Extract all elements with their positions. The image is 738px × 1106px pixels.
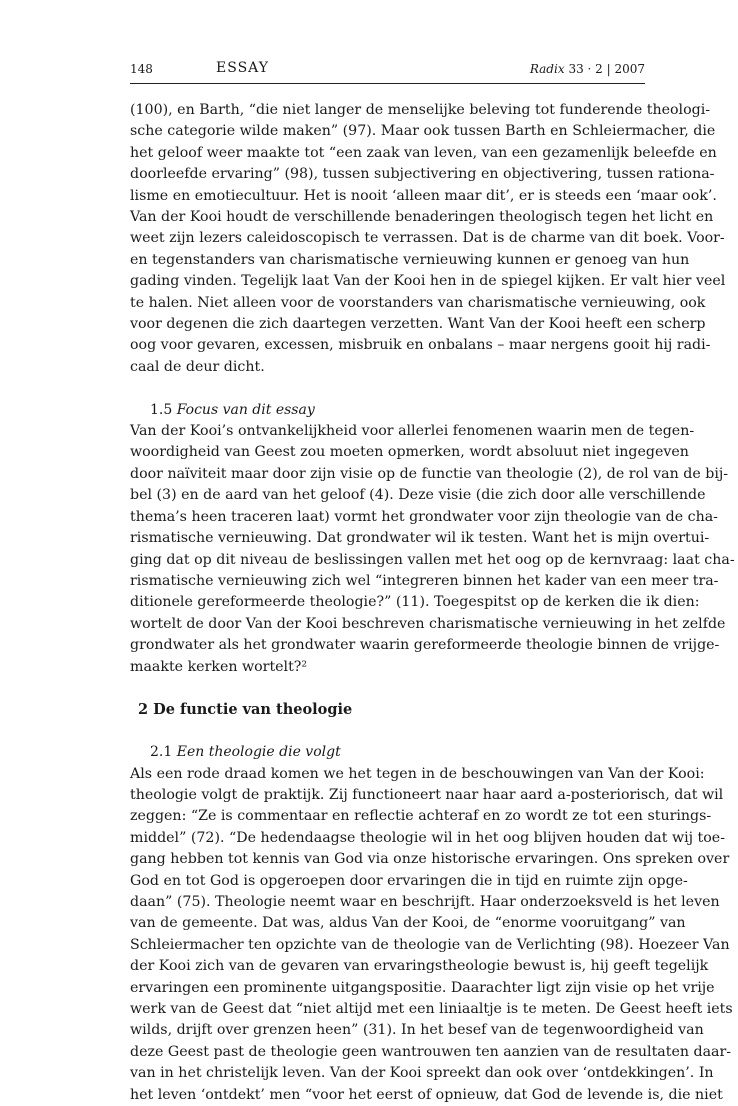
text-line: van in het christelijk leven. Van der Kooi spreekt dan ook over ‘ontdekkingen’. In bbox=[130, 1063, 645, 1084]
paragraph-focus bbox=[130, 421, 645, 678]
text-line: doorleefde ervaring” (98), tussen subjectivering en objectivering, tussen rationa- bbox=[130, 164, 645, 185]
text-line: daan” (75). Theologie neemt waar en beschrijft. Haar onderzoeksveld is het leven bbox=[130, 892, 645, 913]
text-line: gang hebben tot kennis van God via onze historische ervaringen. Ons spreken over bbox=[130, 849, 645, 870]
section-heading-2-1 bbox=[130, 742, 645, 763]
text-line: ervaringen een prominente uitgangspositie. Daarachter ligt zijn visie op het vrije bbox=[130, 978, 645, 999]
text-line: deze Geest past de theologie geen wantrouwen ten aanzien van de resultaten daar- bbox=[130, 1042, 645, 1063]
text-line: te halen. Niet alleen voor de voorstanders van charismatische vernieuwing, ook bbox=[130, 293, 645, 314]
text-line: wilds, drijft over grenzen heen” (31). In het besef van de tegenwoordigheid van bbox=[130, 1020, 645, 1041]
section-number: 1.5 bbox=[150, 402, 172, 418]
text-line: lisme en emotiecultuur. Het is nooit ‘alleen maar dit’, er is steeds een ‘maar ook’. bbox=[130, 186, 645, 207]
text-line: Van der Kooi houdt de verschillende benaderingen theologisch tegen het licht en bbox=[130, 207, 645, 228]
text-line: God en tot God is opgeroepen door ervaringen die in tijd en ruimte zijn opge- bbox=[130, 871, 645, 892]
section-label: ESSAY bbox=[216, 60, 269, 76]
journal-issue: 33 · 2 | 2007 bbox=[568, 62, 645, 76]
text-line: maakte kerken wortelt?² bbox=[130, 657, 645, 678]
text-line: thema’s heen traceren laat) vormt het grondwater voor zijn theologie van de cha- bbox=[130, 507, 645, 528]
text-line: theologie volgt de praktijk. Zij functioneert naar haar aard a-posteriorisch, dat wil bbox=[130, 785, 645, 806]
text-line: bel (3) en de aard van het geloof (4). Deze visie (die zich door alle verschillende bbox=[130, 485, 645, 506]
text-line: en tegenstanders van charismatische vernieuwing kunnen er genoeg van hun bbox=[130, 250, 645, 271]
text-line: weet zijn lezers caleidoscopisch te verrassen. Dat is de charme van dit boek. Voor- bbox=[130, 228, 645, 249]
text-line: zeggen: “Ze is commentaar en reflectie achteraf en zo wordt ze tot een sturings- bbox=[130, 806, 645, 827]
text-line: caal de deur dicht. bbox=[130, 357, 645, 378]
journal-name: Radix bbox=[530, 62, 565, 76]
text-line: het leven ‘ontdekt’ men “voor het eerst of opnieuw, dat God de levende is, die niet bbox=[130, 1085, 645, 1106]
section-number: 2.1 bbox=[150, 744, 172, 760]
section-heading-1-5 bbox=[130, 400, 645, 421]
text-line: ditionele gereformeerde theologie?” (11). Toegespitst op de kerken die ik dien: bbox=[130, 592, 645, 613]
section-title: Focus van dit essay bbox=[177, 402, 315, 418]
header-rule bbox=[130, 83, 645, 84]
chapter-heading: 2 De functie van theologie bbox=[130, 699, 645, 720]
article-body bbox=[130, 100, 645, 1106]
text-line: Als een rode draad komen we het tegen in de beschouwingen van Van der Kooi: bbox=[130, 764, 645, 785]
text-line: rismatische vernieuwing zich wel “integreren binnen het kader van een meer tra- bbox=[130, 571, 645, 592]
section-title: Een theologie die volgt bbox=[177, 744, 341, 760]
text-line: grondwater als het grondwater waarin gereformeerde theologie binnen de vrijge- bbox=[130, 635, 645, 656]
text-line: der Kooi zich van de gevaren van ervaringstheologie bewust is, hij geeft tegelijk bbox=[130, 956, 645, 977]
text-line: van de gemeente. Dat was, aldus Van der Kooi, de “enorme vooruitgang” van bbox=[130, 913, 645, 934]
text-line: het geloof weer maakte tot “een zaak van leven, van een gezamenlijk beleefde en bbox=[130, 143, 645, 164]
text-line: voor degenen die zich daartegen verzetten. Want Van der Kooi heeft een scherp bbox=[130, 314, 645, 335]
text-line: Schleiermacher ten opzichte van de theologie van de Verlichting (98). Hoezeer Van bbox=[130, 935, 645, 956]
text-line: door naïviteit maar door zijn visie op de functie van theologie (2), de rol van de bij- bbox=[130, 464, 645, 485]
text-line: ging dat op dit niveau de beslissingen vallen met het oog op de kernvraag: laat cha- bbox=[130, 550, 645, 571]
page-number: 148 bbox=[130, 62, 153, 76]
text-line: wortelt de door Van der Kooi beschreven charismatische vernieuwing in het zelfde bbox=[130, 614, 645, 635]
paragraph-theology bbox=[130, 764, 645, 1106]
paragraph-intro bbox=[130, 100, 645, 378]
text-line: middel” (72). “De hedendaagse theologie wil in het oog blijven houden dat wij toe- bbox=[130, 828, 645, 849]
text-line: oog voor gevaren, excessen, misbruik en onbalans – maar nergens gooit hij radi- bbox=[130, 335, 645, 356]
text-line: sche categorie wilde maken” (97). Maar ook tussen Barth en Schleiermacher, die bbox=[130, 121, 645, 142]
text-line: Van der Kooi’s ontvankelijkheid voor allerlei fenomenen waarin men de tegen- bbox=[130, 421, 645, 442]
running-header bbox=[130, 62, 645, 82]
text-line: (100), en Barth, “die niet langer de menselijke beleving tot funderende theologi- bbox=[130, 100, 645, 121]
text-line: rismatische vernieuwing. Dat grondwater wil ik testen. Want het is mijn overtui- bbox=[130, 528, 645, 549]
text-line: woordigheid van Geest zou moeten opmerken, wordt absoluut niet ingegeven bbox=[130, 442, 645, 463]
text-line: gading vinden. Tegelijk laat Van der Kooi hen in de spiegel kijken. Er valt hier veel bbox=[130, 271, 645, 292]
text-line: werk van de Geest dat “niet altijd met een liniaaltje is te meten. De Geest heeft iets bbox=[130, 999, 645, 1020]
journal-citation bbox=[530, 62, 645, 76]
